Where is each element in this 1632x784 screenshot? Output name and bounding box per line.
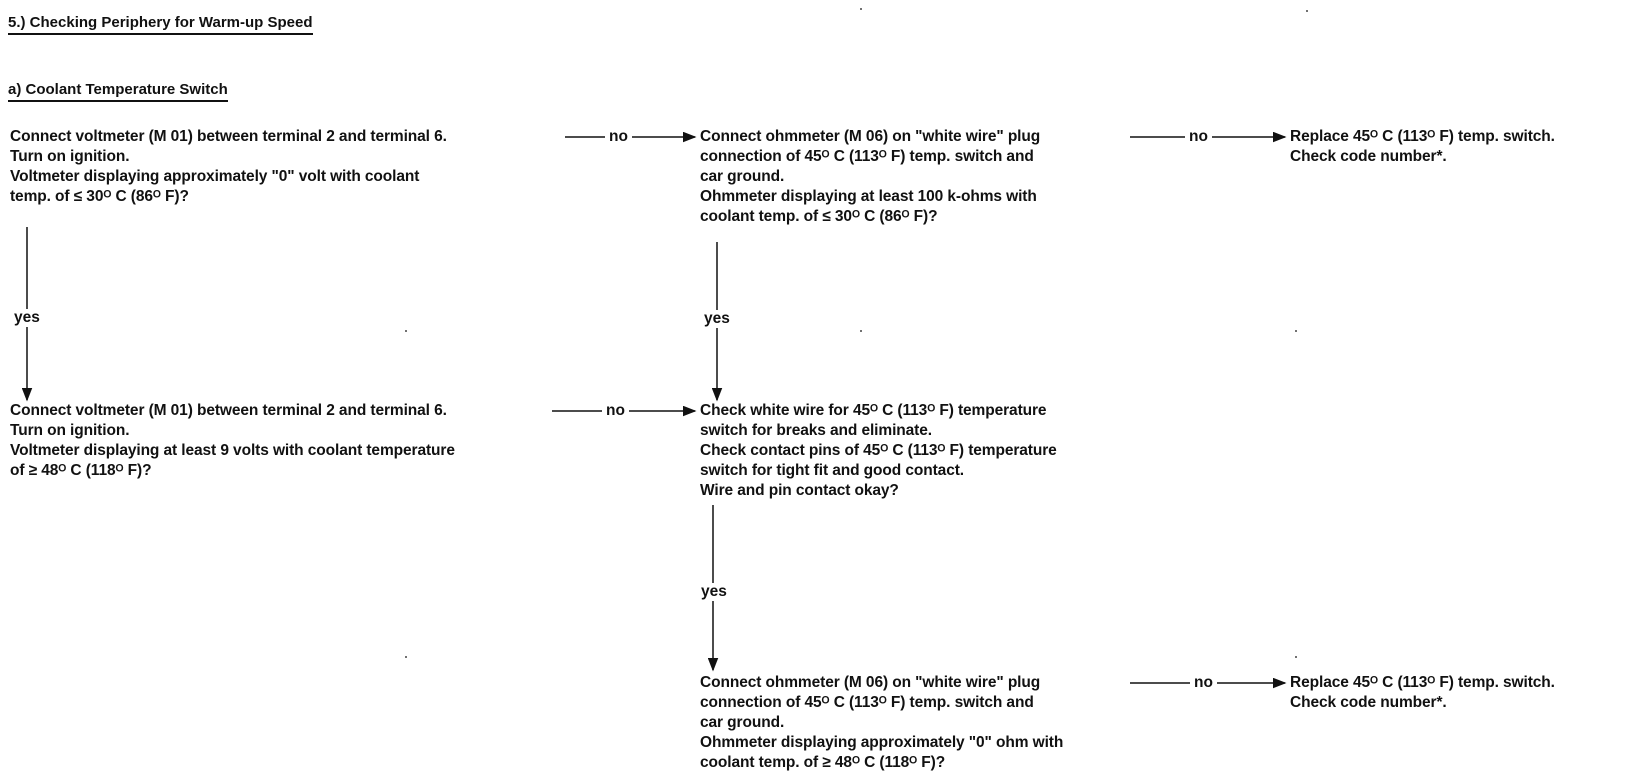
step-text-line: switch for tight fit and good contact.	[700, 462, 964, 479]
step-voltmeter-high-temp	[10, 401, 455, 481]
step-voltmeter-low-temp	[10, 127, 447, 207]
step-text-line: Check contact pins of 45ᴼ C (113ᴼ F) temperature	[700, 442, 1057, 459]
step-text-line: car ground.	[700, 714, 785, 731]
step-text-line: of ≥ 48ᴼ C (118ᴼ F)?	[10, 462, 152, 479]
step-text-line: Check code number*.	[1290, 148, 1447, 165]
step-text-line: Connect ohmmeter (M 06) on "white wire" plug	[700, 128, 1041, 145]
step-text-line: Replace 45ᴼ C (113ᴼ F) temp. switch.	[1290, 128, 1555, 145]
connector-label-yes: yes	[700, 310, 734, 328]
step-text-line: coolant temp. of ≥ 48ᴼ C (118ᴼ F)?	[700, 754, 946, 771]
step-replace-switch-2	[1290, 673, 1555, 713]
step-text-line: Turn on ignition.	[10, 148, 130, 165]
connector-label-no: no	[1185, 128, 1212, 146]
step-text-line: Connect ohmmeter (M 06) on "white wire" plug	[700, 674, 1041, 691]
connector-label-yes: yes	[697, 583, 731, 601]
step-ohmmeter-low-temp	[700, 127, 1040, 227]
step-text-line: Check white wire for 45ᴼ C (113ᴼ F) temperature	[700, 402, 1047, 419]
step-text-line: Turn on ignition.	[10, 422, 130, 439]
scan-speck	[405, 330, 407, 332]
step-text-line: coolant temp. of ≤ 30ᴼ C (86ᴼ F)?	[700, 208, 938, 225]
step-text-line: Wire and pin contact okay?	[700, 482, 899, 499]
step-replace-switch-1	[1290, 127, 1555, 167]
connector-label-yes: yes	[10, 309, 44, 327]
step-text-line: switch for breaks and eliminate.	[700, 422, 932, 439]
step-text-line: Ohmmeter displaying at least 100 k-ohms with	[700, 188, 1037, 205]
scan-speck	[1306, 10, 1308, 12]
step-text-line: Connect voltmeter (M 01) between terminal 2 and terminal 6.	[10, 128, 447, 145]
step-check-white-wire	[700, 401, 1057, 501]
page-title: 5.) Checking Periphery for Warm-up Speed	[8, 14, 313, 35]
step-text-line: Replace 45ᴼ C (113ᴼ F) temp. switch.	[1290, 674, 1555, 691]
section-subtitle: a) Coolant Temperature Switch	[8, 81, 228, 102]
step-text-line: Ohmmeter displaying approximately "0" ohm with	[700, 734, 1064, 751]
connector-label-no: no	[1190, 674, 1217, 692]
scan-speck	[1295, 656, 1297, 658]
scan-speck	[860, 8, 862, 10]
scan-speck	[860, 330, 862, 332]
step-text-line: Connect voltmeter (M 01) between terminal 2 and terminal 6.	[10, 402, 447, 419]
connector-label-no: no	[605, 128, 632, 146]
step-text-line: connection of 45ᴼ C (113ᴼ F) temp. switch and	[700, 148, 1034, 165]
step-text-line: temp. of ≤ 30ᴼ C (86ᴼ F)?	[10, 188, 189, 205]
step-ohmmeter-high-temp	[700, 673, 1063, 773]
scan-speck	[1295, 330, 1297, 332]
step-text-line: car ground.	[700, 168, 785, 185]
scan-speck	[405, 656, 407, 658]
step-text-line: Check code number*.	[1290, 694, 1447, 711]
step-text-line: connection of 45ᴼ C (113ᴼ F) temp. switch and	[700, 694, 1034, 711]
step-text-line: Voltmeter displaying approximately "0" volt with coolant	[10, 168, 420, 185]
connector-label-no: no	[602, 402, 629, 420]
step-text-line: Voltmeter displaying at least 9 volts with coolant temperature	[10, 442, 455, 459]
